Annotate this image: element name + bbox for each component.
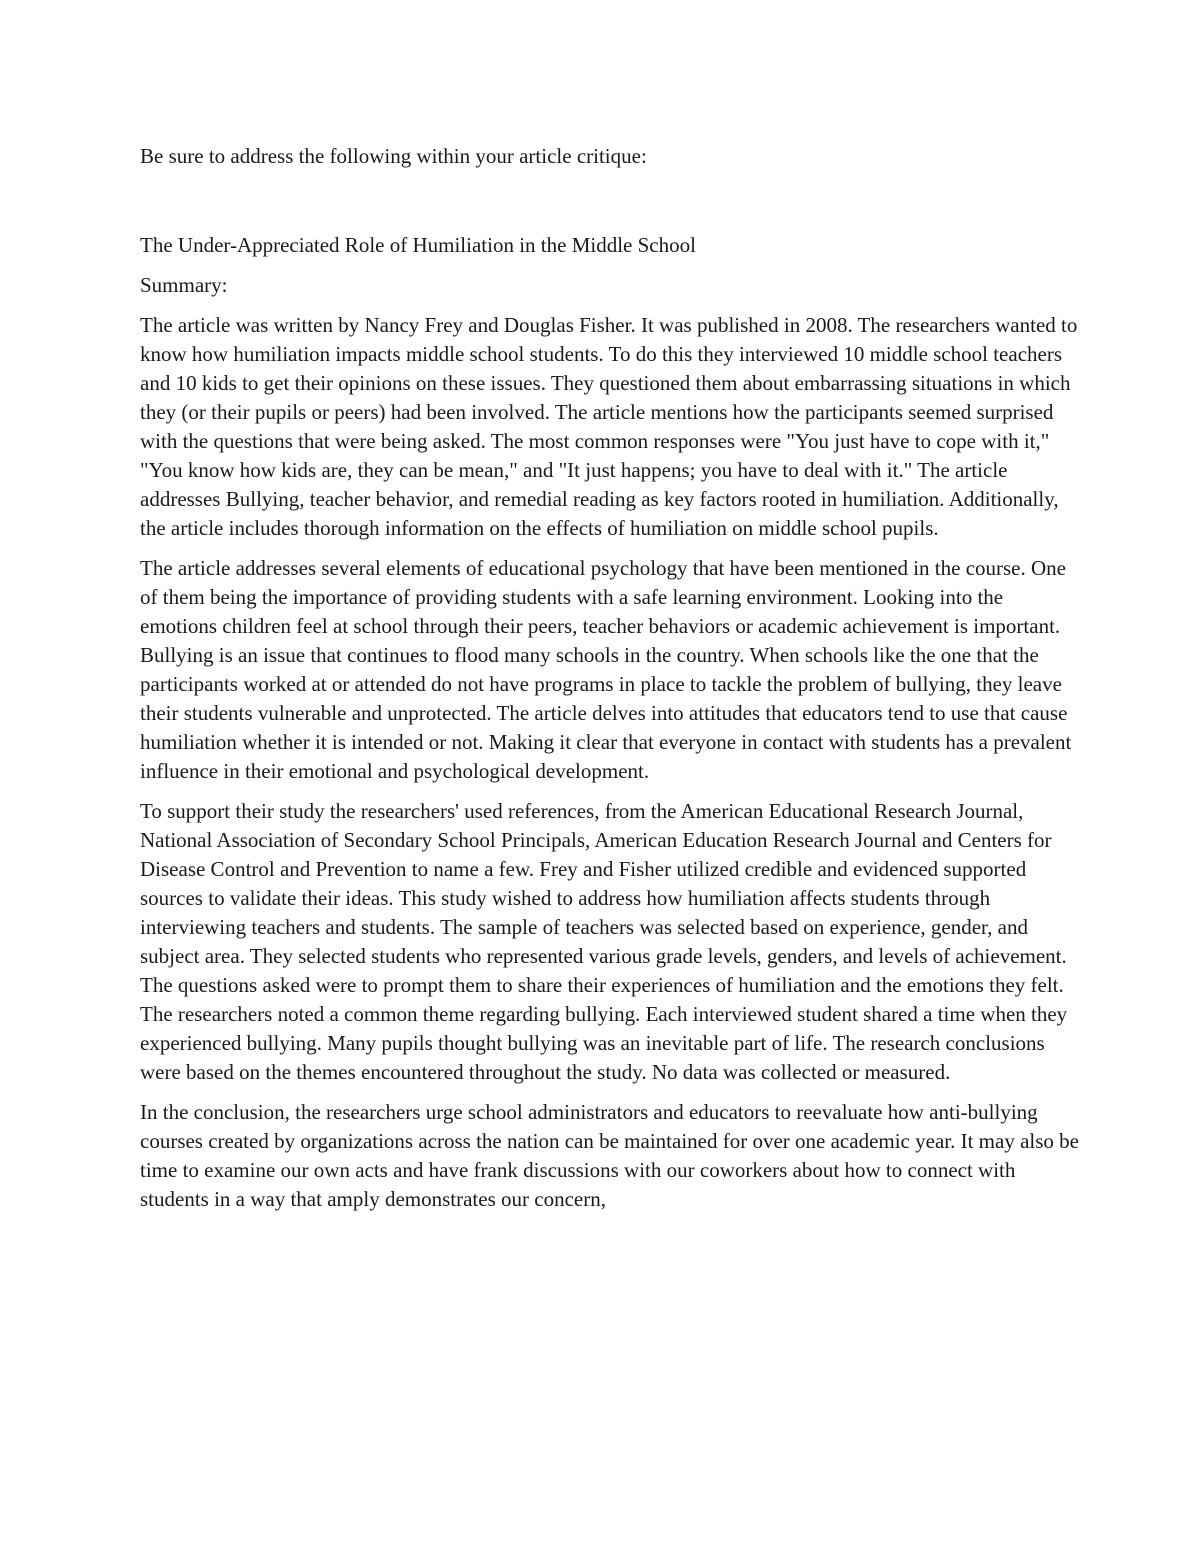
paragraph-summary: The article was written by Nancy Frey and Douglas Fisher. It was published in 2008. The researchers wanted to know how humiliation impacts middle school students. To do this they interviewed 10 middle school teachers and 10 kids to get their opinions on these issues. They questioned them about embarrassing situations in which they (or their pupils or peers) had been involved. The article mentions how the participants seemed surprised with the questions that were being asked. The most common responses were "You just have to cope with it," "You know how kids are, they can be mean," and "It just happens; you have to deal with it." The article addresses Bullying, teacher behavior, and remedial reading as key factors rooted in humiliation. Additionally, the article includes thorough information on the effects of humiliation on middle school pupils. [140, 313, 1078, 540]
summary-heading: Summary: [140, 273, 228, 297]
paragraph-educational-psychology: The article addresses several elements of educational psychology that have been mentioned in the course. One of them being the importance of providing students with a safe learning environment. Looking into the emotions children feel at school through their peers, teacher behaviors or academic achievement is important. Bullying is an issue that continues to flood many schools in the country. When schools like the one that the participants worked at or attended do not have programs in place to tackle the problem of bullying, they leave their students vulnerable and unprotected. The article delves into attitudes that educators tend to use that cause humiliation whether it is intended or not. Making it clear that everyone in contact with students has a prevalent influence in their emotional and psychological development. [140, 556, 1072, 783]
paragraph-conclusion: In the conclusion, the researchers urge school administrators and educators to reevaluate how anti-bullying courses created by organizations across the nation can be maintained for over one academic year. It may also be time to examine our own acts and have frank discussions with our coworkers about how to connect with students in a way that amply demonstrates our concern, [140, 1100, 1079, 1211]
instruction-line: Be sure to address the following within your article critique: [140, 144, 647, 168]
document-body [140, 142, 1080, 1214]
paragraph-references: To support their study the researchers' used references, from the American Educational Research Journal, National Association of Secondary School Principals, American Education Research Journal and Centers for Disease Control and Prevention to name a few. Frey and Fisher utilized credible and evidenced supported sources to validate their ideas. This study wished to address how humiliation affects students through interviewing teachers and students. The sample of teachers was selected based on experience, gender, and subject area. They selected students who represented various grade levels, genders, and levels of achievement. The questions asked were to prompt them to share their experiences of humiliation and the emotions they felt. The researchers noted a common theme regarding bullying. Each interviewed student shared a time when they experienced bullying. Many pupils thought bullying was an inevitable part of life. The research conclusions were based on the themes encountered throughout the study. No data was collected or measured. [140, 799, 1068, 1084]
article-title: The Under-Appreciated Role of Humiliation in the Middle School [140, 233, 696, 257]
